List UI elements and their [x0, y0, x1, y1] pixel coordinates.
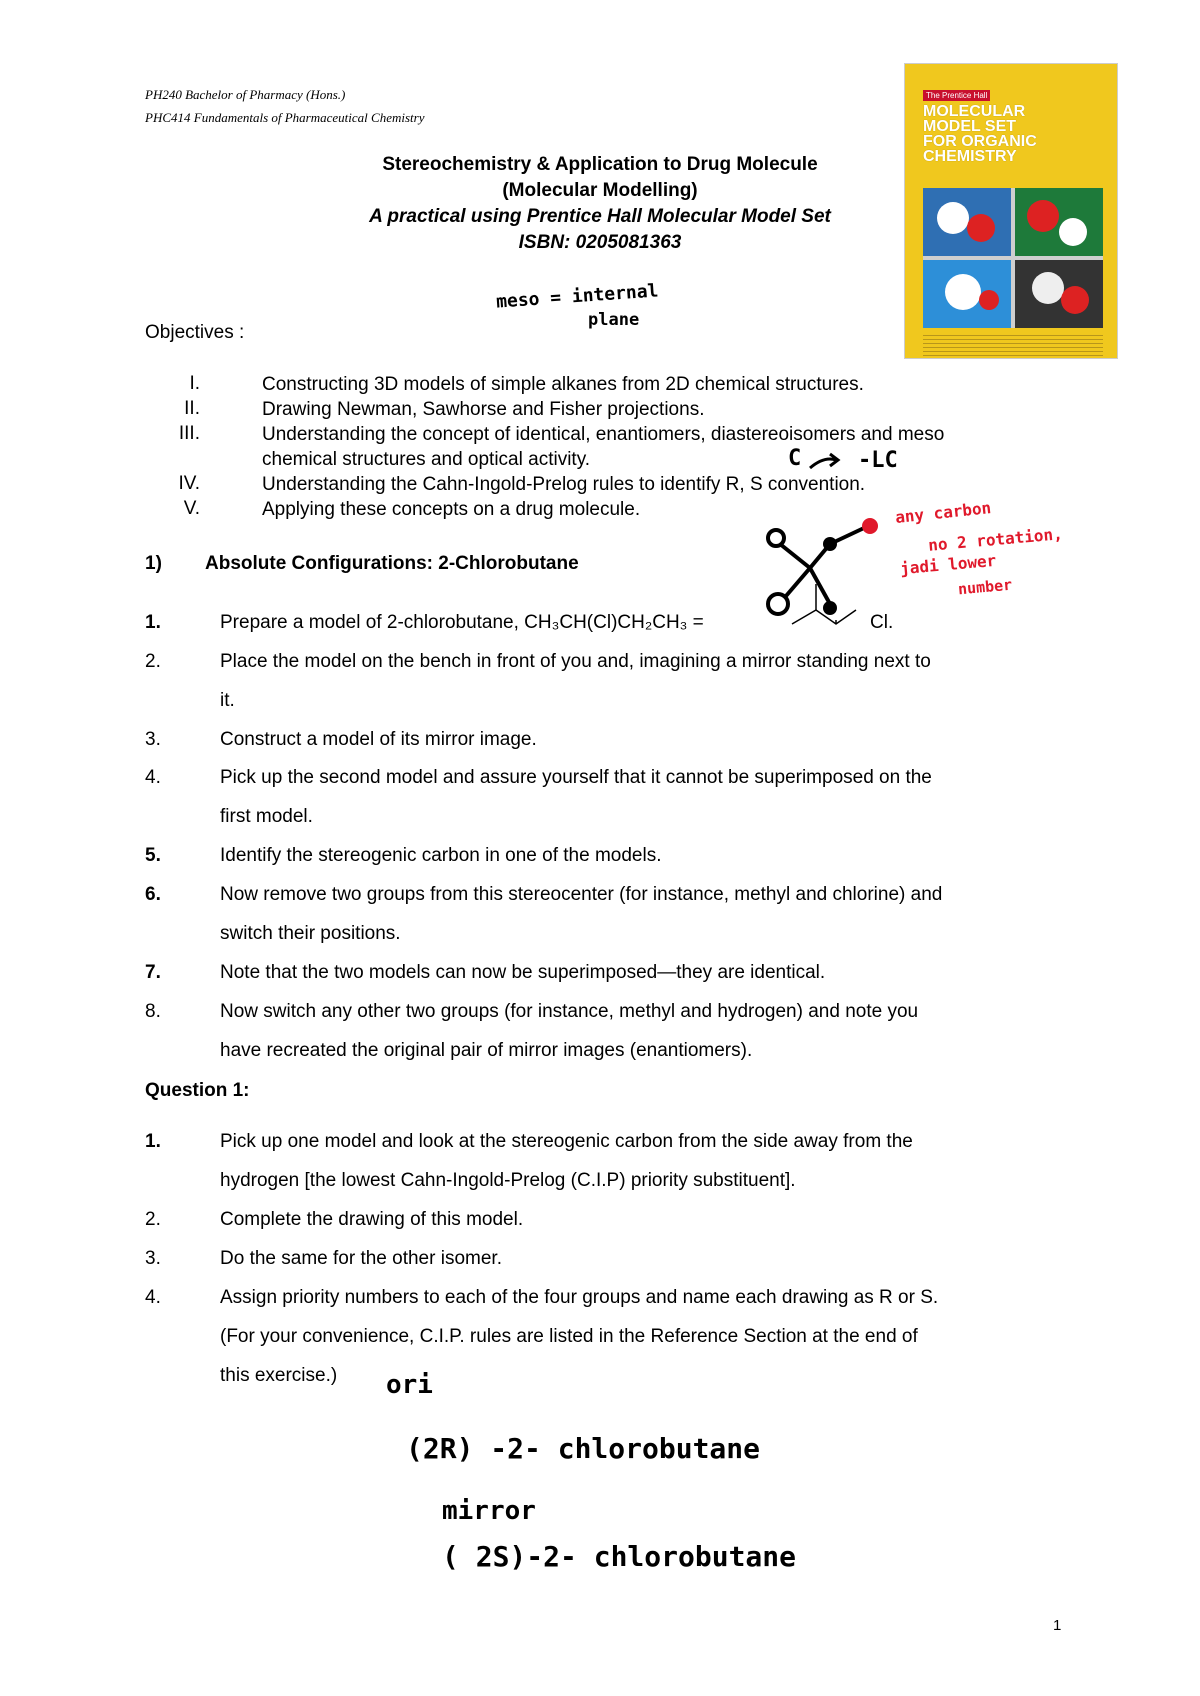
handwritten-c-note: C	[788, 446, 802, 471]
step-text: Now switch any other two groups (for instance, methyl and hydrogen) and note you	[220, 1001, 919, 1022]
question-step-text: Do the same for the other isomer.	[220, 1248, 502, 1269]
title-line-1: Stereochemistry & Application to Drug Molecule	[382, 154, 818, 175]
handwritten-mirror-note: mirror	[442, 1496, 536, 1526]
objective-number: III.	[178, 423, 200, 444]
step-text-continued: have recreated the original pair of mirror images (enantiomers).	[220, 1040, 753, 1061]
step-text-continued: it.	[220, 690, 235, 711]
question-step-text-continued: this exercise.)	[220, 1365, 338, 1386]
objective-number: I.	[189, 373, 200, 394]
step-number: 6.	[145, 884, 161, 905]
objective-item: Understanding the Cahn-Ingold-Prelog rules to identify R, S convention.	[262, 474, 866, 495]
step-text: Pick up the second model and assure yourself that it cannot be superimposed on the	[220, 767, 932, 788]
step-text: Prepare a model of 2-chlorobutane, CH₃CH(Cl)CH₂CH₃ =	[220, 612, 704, 633]
step-number: 4.	[145, 767, 161, 788]
step-text: Place the model on the bench in front of you and, imagining a mirror standing next to	[220, 651, 931, 672]
question-heading: Question 1:	[145, 1080, 250, 1101]
step-text: Now remove two groups from this stereocenter (for instance, methyl and chlorine) and	[220, 884, 943, 905]
step-number: 2.	[145, 651, 161, 672]
objective-number: IV.	[178, 473, 200, 494]
step-number: 8.	[145, 1001, 161, 1022]
handwritten-ori-note: ori	[386, 1370, 433, 1400]
question-step-text-continued: hydrogen [the lowest Cahn-Ingold-Prelog (C.I.P) priority substituent].	[220, 1170, 796, 1191]
page-number: 1	[1053, 1617, 1062, 1634]
objective-number: II.	[184, 398, 200, 419]
title-line-3: A practical using Prentice Hall Molecular Model Set	[369, 206, 831, 227]
question-step-text: Assign priority numbers to each of the four groups and name each drawing as R or S.	[220, 1287, 939, 1308]
title-line-2: (Molecular Modelling)	[502, 180, 698, 201]
handwritten-red-note-4: number	[957, 575, 1013, 599]
step-number: 1.	[145, 612, 161, 633]
question-step-text: Complete the drawing of this model.	[220, 1209, 524, 1230]
course-line: PHC414 Fundamentals of Pharmaceutical Chemistry	[145, 110, 425, 125]
handwritten-meso-note: meso = internal	[495, 280, 660, 313]
step-text: Identify the stereogenic carbon in one of the models.	[220, 845, 662, 866]
chlorine-label: Cl.	[870, 612, 894, 633]
objective-item: Drawing Newman, Sawhorse and Fisher projections.	[262, 399, 705, 420]
question-step-number: 1.	[145, 1131, 161, 1152]
objective-item: Constructing 3D models of simple alkanes from 2D chemical structures.	[262, 374, 864, 395]
handwritten-lc-note: -LC	[858, 448, 898, 473]
title-line-4: ISBN: 0205081363	[518, 232, 682, 253]
cover-publisher: The Prentice Hall	[923, 90, 990, 101]
step-number: 5.	[145, 845, 161, 866]
cover-title: MOLECULAR MODEL SET FOR ORGANIC CHEMISTRY	[923, 103, 1037, 165]
step-number: 3.	[145, 729, 161, 750]
handwritten-arrow-icon	[806, 450, 846, 476]
handwritten-red-note-2: no 2 rotation,	[927, 524, 1064, 555]
handwritten-red-note-1: any carbon	[894, 498, 993, 527]
question-step-number: 2.	[145, 1209, 161, 1230]
section-heading: Absolute Configurations: 2-Chlorobutane	[205, 553, 579, 574]
objective-item-continued: chemical structures and optical activity.	[262, 449, 591, 470]
handwritten-red-note-3: jadi lower	[899, 550, 997, 579]
question-step-number: 3.	[145, 1248, 161, 1269]
objectives-heading: Objectives :	[145, 322, 245, 343]
handwritten-answer-1: (2R) -2- chlorobutane	[406, 1432, 761, 1465]
question-step-number: 4.	[145, 1287, 161, 1308]
step-number: 7.	[145, 962, 161, 983]
question-step-text: Pick up one model and look at the stereogenic carbon from the side away from the	[220, 1131, 913, 1152]
handwritten-answer-2: ( 2S)-2- chlorobutane	[442, 1540, 797, 1573]
question-step-text-continued: (For your convenience, C.I.P. rules are listed in the Reference Section at the end of	[220, 1326, 918, 1347]
objective-item: Understanding the concept of identical, enantiomers, diastereoisomers and meso	[262, 424, 945, 445]
program-line: PH240 Bachelor of Pharmacy (Hons.)	[145, 87, 346, 102]
step-text: Note that the two models can now be superimposed—they are identical.	[220, 962, 826, 983]
objective-item: Applying these concepts on a drug molecule.	[262, 499, 641, 520]
objective-number: V.	[183, 498, 200, 519]
cover-fine-print	[923, 332, 1103, 356]
step-text-continued: switch their positions.	[220, 923, 401, 944]
handwritten-plane-note: plane	[588, 310, 640, 330]
step-text-continued: first model.	[220, 806, 313, 827]
step-text: Construct a model of its mirror image.	[220, 729, 537, 750]
section-number: 1)	[145, 553, 162, 574]
